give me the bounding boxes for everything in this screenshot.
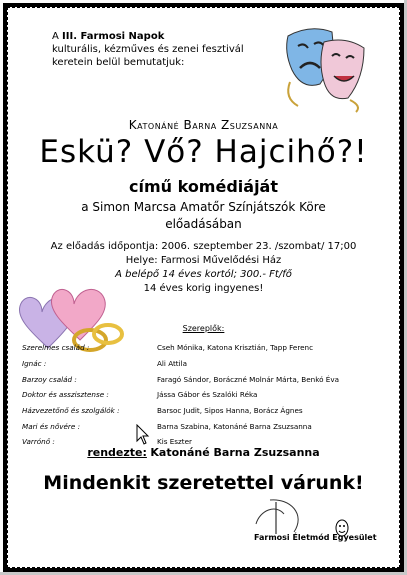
- cast-names: Faragó Sándor, Boráczné Molnár Márta, Benkó Éva: [157, 374, 340, 384]
- intro-text: A III. Farmosi Napok kulturális, kézműves és zenei fesztivál keretein belül bemutatjuk:: [52, 31, 244, 68]
- cast-heading: Szereplők:: [182, 324, 225, 333]
- welcome-text: Mindenkit szeretettel várunk!: [43, 472, 364, 494]
- mouse-cursor-icon: [136, 424, 150, 446]
- cast-row: [22, 340, 392, 356]
- director-line: [0, 446, 407, 459]
- cast-list: [22, 340, 392, 450]
- event-fee: A belépő 14 éves kortól; 300.- Ft/fő: [115, 269, 292, 280]
- cast-row: [22, 356, 392, 372]
- cast-row: [22, 387, 392, 403]
- play-subtitle: című komédiáját: [129, 177, 278, 196]
- cast-names: Barna Szabina, Katonáné Barna Zsuzsanna: [157, 421, 312, 431]
- cast-names: Cseh Mónika, Katona Krisztián, Tapp Ferenc: [157, 343, 314, 353]
- cast-row: [22, 371, 392, 387]
- director-name: Katonáné Barna Zsuzsanna: [150, 446, 320, 459]
- cast-role: Ignác :: [22, 359, 47, 369]
- festival-name: III. Farmosi Napok: [62, 31, 165, 42]
- cast-role: Mari és nővére :: [22, 421, 81, 431]
- cast-row: [22, 418, 392, 434]
- cast-role: Szerelmes család :: [22, 343, 90, 353]
- event-free: 14 éves korig ingyenes!: [143, 283, 264, 294]
- cast-names: Kis Eszter: [157, 437, 192, 447]
- play-title: Eskü? Vő? Hajcihő?!: [39, 134, 368, 170]
- theater-masks-icon: [280, 22, 368, 114]
- troupe-text: a Simon Marcsa Amatőr Színjátszók Köre előadásában: [81, 200, 326, 231]
- cast-row: [22, 403, 392, 419]
- event-time: Az előadás időpontja: 2006. szeptember 23. /szombat/ 17;00: [50, 241, 357, 252]
- cast-role: Doktor és asszisztense :: [22, 390, 109, 400]
- event-place: Helye: Farmosi Művelődési Ház: [125, 255, 282, 266]
- cast-names: Ali Attila: [157, 359, 188, 369]
- author-name: Katonáné Barna Zsuzsanna: [128, 118, 279, 132]
- director-label: rendezte:: [87, 446, 147, 459]
- organization-name: Farmosi Életmód Egyesület: [254, 533, 377, 542]
- cast-names: Jássa Gábor és Szalóki Réka: [157, 390, 258, 400]
- cast-names: Barsoc Judit, Sipos Hanna, Borácz Ágnes: [157, 406, 303, 416]
- cast-role: Házvezetőnő és szolgálók :: [22, 406, 120, 416]
- cast-role: Varrónő :: [22, 437, 55, 447]
- cast-role: Barzoy család :: [22, 374, 77, 384]
